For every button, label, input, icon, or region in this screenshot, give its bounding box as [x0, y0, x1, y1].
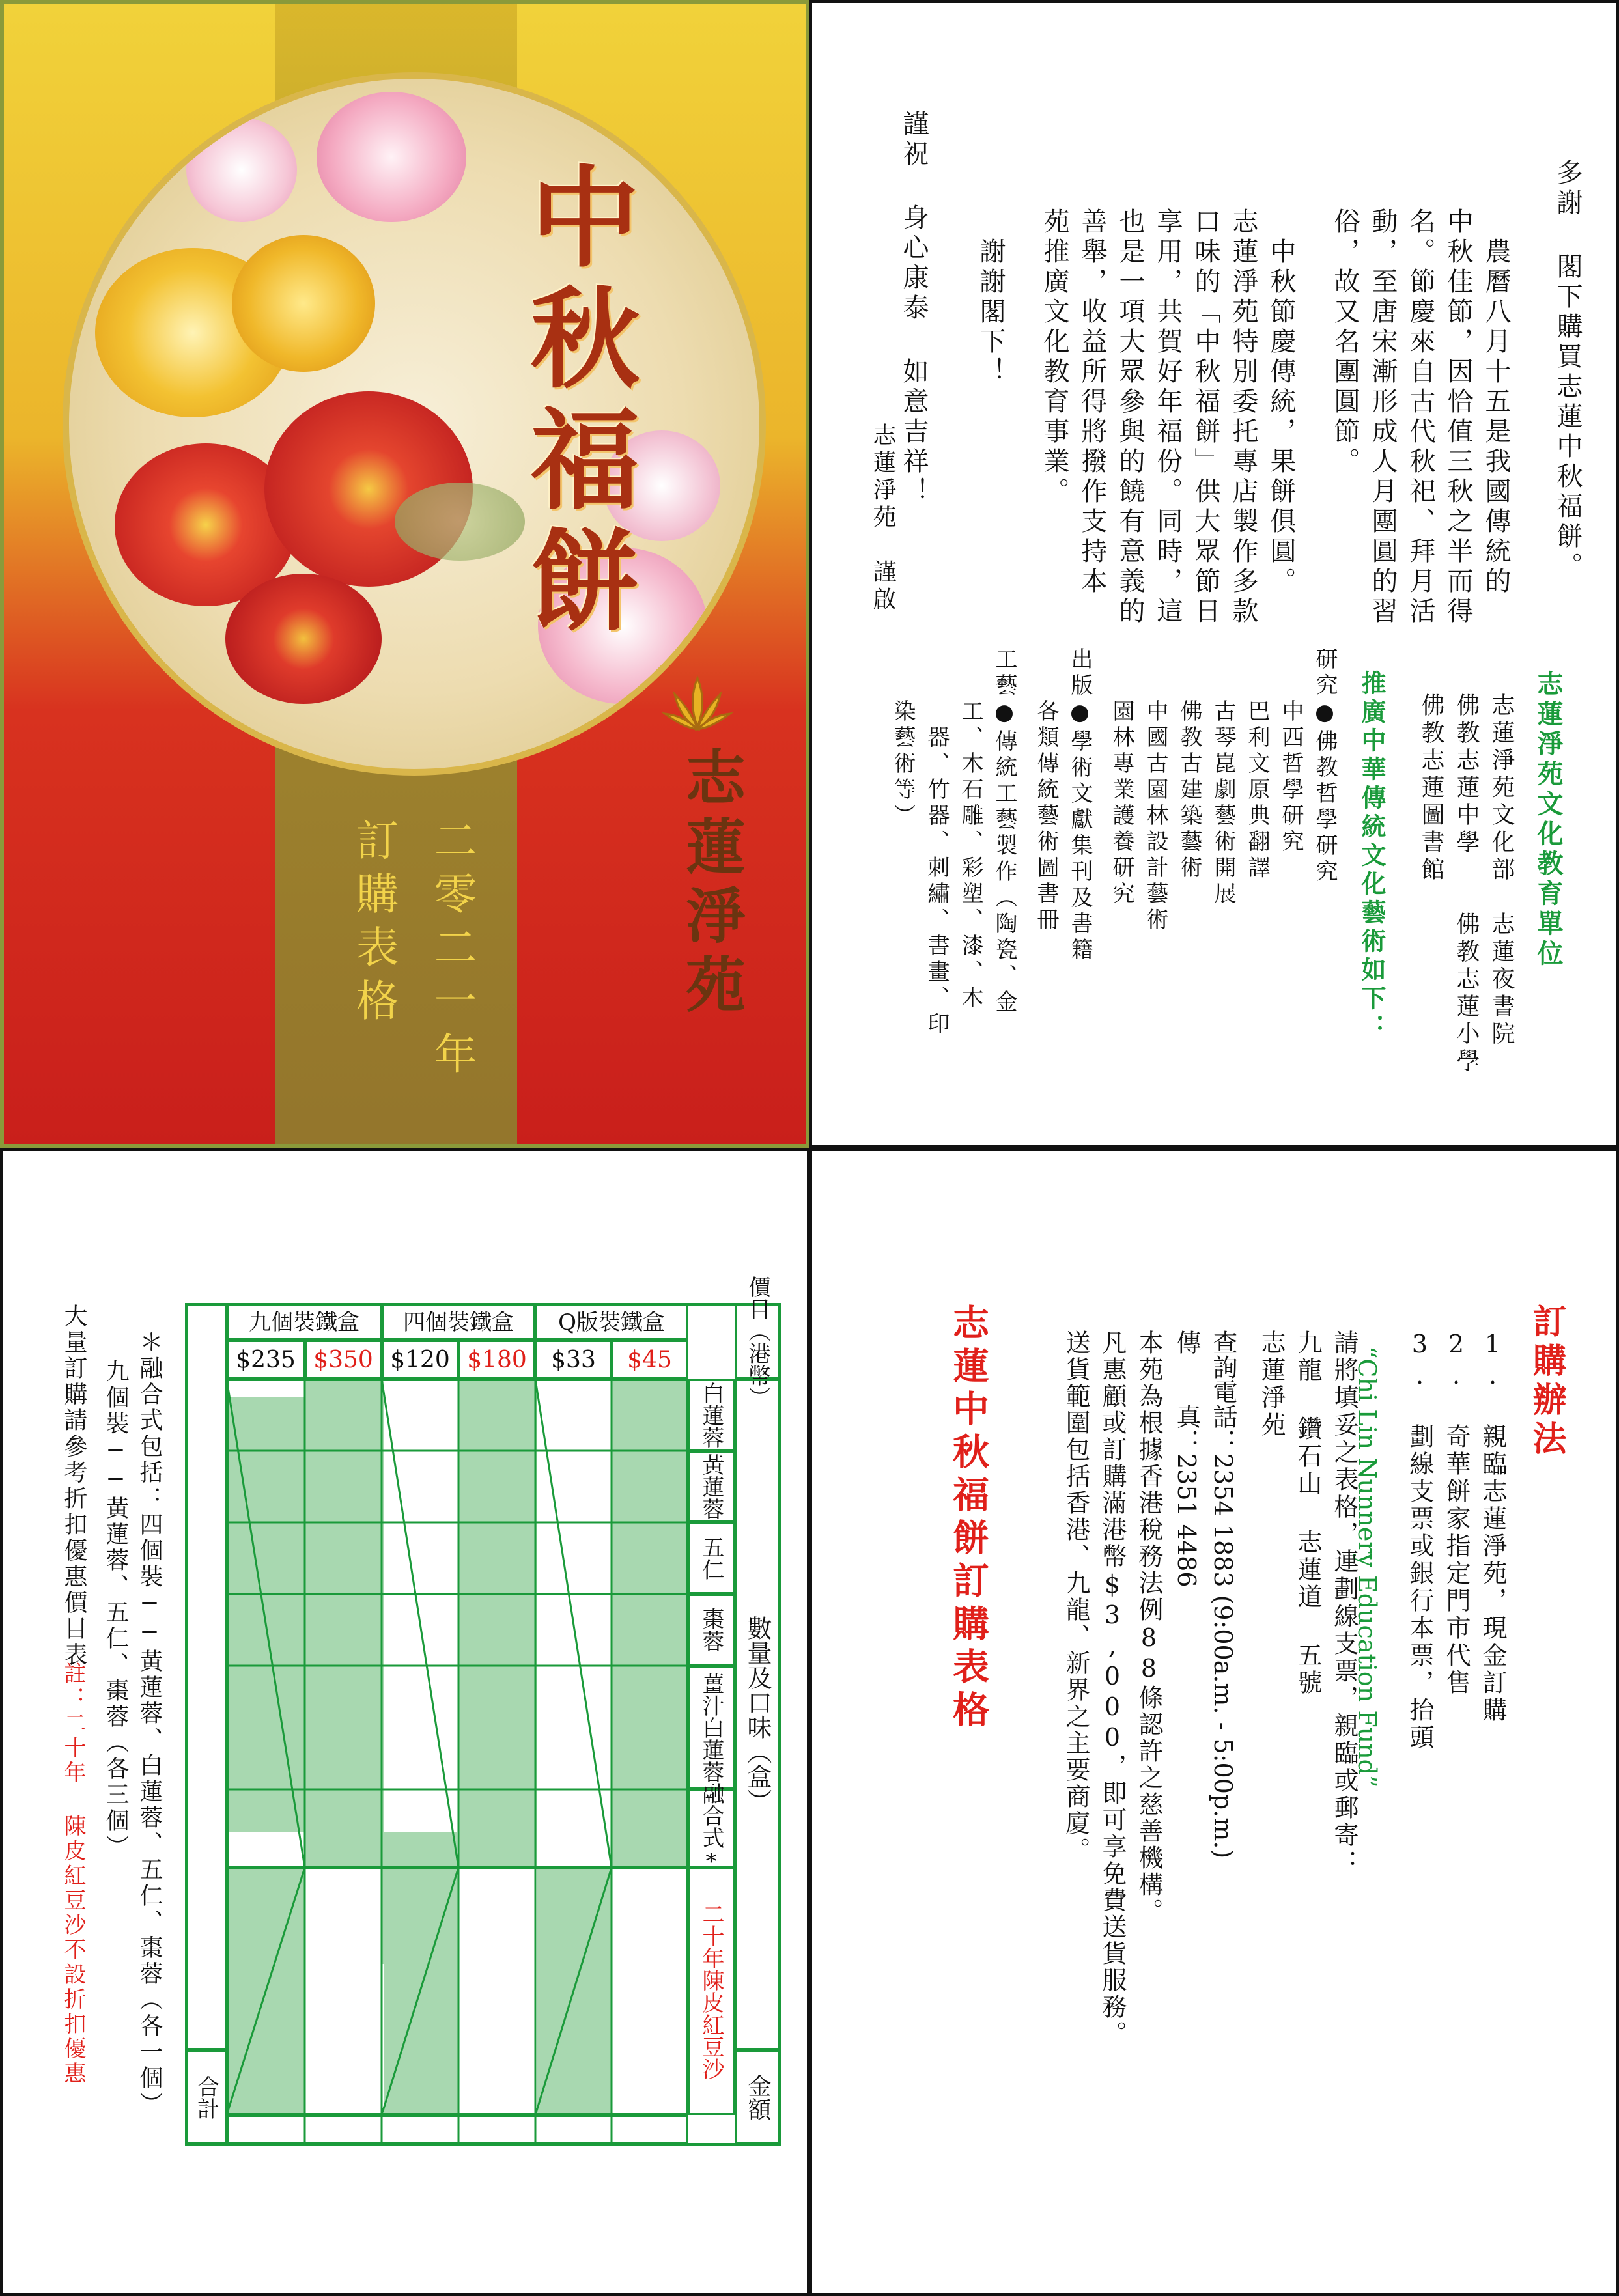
letter-p2-line: 也是一項大眾參與的饒有意義的: [1115, 208, 1145, 627]
crafts-line: 工、木石雕、彩塑、漆、木: [957, 647, 983, 1012]
order-address: 九龍 鑽石山 志蓮道 五號: [1293, 1330, 1322, 1697]
letter-panel: [810, 0, 1619, 1148]
order-grid: [186, 1275, 780, 2144]
letter-p1-line: 中秋佳節，因恰值三秋之半而得: [1443, 208, 1473, 627]
price-four-std: $120: [382, 1340, 458, 1379]
cover-year: 二零二一年: [427, 818, 477, 1085]
order-address: 志蓮淨苑: [1257, 1330, 1286, 1439]
unit-line: 志蓮淨苑文化部 志蓮夜書院: [1488, 693, 1515, 1048]
promo-heading: 推廣中華傳統文化藝術如下：: [1357, 670, 1387, 1043]
footnote-note: 註：二十年 陳皮紅豆沙不設折扣優惠: [60, 1662, 86, 2086]
cover-form-label: 訂購表格: [348, 818, 399, 1031]
flavor-label: 棗蓉: [688, 1594, 735, 1666]
crafts-line: 染藝術等）: [890, 647, 916, 830]
letter-p2-line: 享用，共賀好年福份。同時，這: [1153, 208, 1183, 627]
qty-header: 數量及口味（盒）: [735, 1379, 780, 2050]
letter-p1-line: 名。節慶來自古代秋祀、拜月活: [1405, 208, 1435, 627]
research-line: 中國古園林設計藝術: [1142, 647, 1168, 934]
box-header-four: 四個裝鐵盒: [382, 1304, 535, 1340]
box-header-nine: 九個裝鐵盒: [227, 1304, 382, 1340]
order-method: 3. 劃線支票或銀行本票，抬頭: [1405, 1330, 1434, 1752]
price-nine-special: $350: [305, 1340, 382, 1379]
flavor-label: 融合式*: [688, 1789, 735, 1868]
flower-yellow: [232, 235, 375, 372]
box-header-q: Q版裝鐵盒: [535, 1304, 688, 1340]
order-table-panel: [0, 1148, 810, 2296]
price-q-std: $33: [535, 1340, 612, 1379]
delivery-info: 送貨範圍包括香港、九龍、新界之主要商廈。: [1062, 1330, 1090, 1864]
cover-title: 中秋福餅: [513, 160, 641, 645]
qty-grid-lines: [227, 1379, 688, 2144]
letter-p2-line: 口味的「中秋福餅」供大眾節日: [1190, 208, 1220, 627]
cover-panel: [0, 0, 810, 1148]
research-line: 園林專業護養研究: [1108, 647, 1134, 908]
research-line: 研究●佛教哲學研究: [1312, 647, 1338, 886]
unit-line: 佛教志蓮圖書館: [1418, 693, 1444, 884]
flower-pink: [186, 118, 297, 222]
total-label: 合計: [186, 2050, 227, 2144]
crafts-line: 器、竹器、刺繡、書畫、印: [923, 647, 950, 1038]
letter-p1-line: 俗，故又名團圓節。: [1330, 208, 1360, 477]
order-heading: 訂購辦法: [1527, 1304, 1566, 1460]
flavor-label: 薑汁白蓮蓉: [688, 1666, 735, 1789]
research-line: 佛教古建築藝術: [1176, 647, 1202, 882]
crafts-line: 工藝●傳統工藝製作（陶瓷、金: [991, 647, 1017, 1016]
delivery-info: 凡惠顧或訂購滿港幣$3,000，即可享免費送貨服務。: [1098, 1330, 1127, 2047]
price-header: 價目（港幣）: [735, 1304, 780, 1379]
letter-p2-line: 苑推廣文化教育事業。: [1039, 208, 1069, 507]
order-method: 2. 奇華餅家指定門市代售: [1442, 1330, 1471, 1697]
order-method-panel: [810, 1148, 1619, 2296]
price-four-special: $180: [458, 1340, 535, 1379]
letter-wish: 謹祝 身心康泰 如意吉祥！: [899, 110, 929, 507]
unit-line: 佛教志蓮中學 佛教志蓮小學: [1453, 693, 1480, 1076]
flower-red: [225, 574, 382, 704]
research-line: 古琴崑劇藝術開展: [1210, 647, 1236, 908]
price-q-special: $45: [612, 1340, 688, 1379]
letter-p2-line: 善舉，收益所得將撥作支持本: [1077, 208, 1107, 597]
fund-name: “Chi Lin Nunnery Education Fund”: [1353, 1346, 1381, 1788]
publishing-line: 各類傳統藝術圖書冊: [1033, 647, 1059, 934]
publishing-line: 出版●學術文獻集刊及書籍: [1067, 647, 1093, 964]
price-nine-std: $235: [227, 1340, 305, 1379]
flavor-label: 白蓮蓉: [688, 1379, 735, 1451]
order-tel: 查詢電話：2354 1883 (9:00a.m. - 5:00p.m.): [1209, 1330, 1237, 1859]
research-line: 中西哲學研究: [1278, 647, 1304, 856]
units-heading: 志蓮淨苑文化教育單位: [1533, 670, 1564, 970]
total-column: [186, 1304, 227, 2050]
charity-statement: 本苑為根據香港稅務法例88條認許之慈善機構。: [1134, 1330, 1163, 1925]
lotus-icon: [662, 675, 733, 733]
floral-medallion: [63, 72, 766, 776]
order-fax: 傳 真：2351 4486: [1172, 1330, 1201, 1588]
amount-header: 金額: [735, 2050, 780, 2144]
footnote: ＊融合式包括：四個裝──黃蓮蓉、白蓮蓉、五仁、棗蓉（各一個）: [136, 1330, 163, 2118]
flavor-label: 黃蓮蓉: [688, 1451, 735, 1522]
letter-thanks: 謝謝閣下！: [976, 208, 1006, 387]
order-method: 1. 親臨志蓮淨苑，現金訂購: [1478, 1330, 1507, 1724]
letter-p1-line: 動，至唐宋漸形成人月團圓的習: [1368, 208, 1398, 627]
form-title: 志蓮中秋福餅訂購表格: [947, 1304, 990, 1733]
flower-pink: [317, 92, 466, 222]
footnote: 大量訂購請參考折扣優惠價目表: [61, 1304, 87, 1668]
amount-row[interactable]: [227, 2115, 688, 2144]
research-line: 巴利文原典翻譯: [1244, 647, 1270, 882]
letter-p2-line: 志蓮淨苑特別委托專店製作多款: [1228, 208, 1258, 627]
letter-signature: 志蓮淨苑 謹啟: [869, 423, 896, 614]
letter-p1-line: 農曆八月十五是我國傳統的: [1481, 208, 1511, 597]
letter-p2-line: 中秋節慶傳統，果餅俱圓。: [1266, 208, 1296, 597]
flavor-label: 五仁: [688, 1522, 735, 1594]
flavor-label-special: 二十年陳皮紅豆沙: [688, 1868, 735, 2115]
footnote: 九個裝──黃蓮蓉、五仁、棗蓉（各三個）: [102, 1359, 129, 1860]
order-instruction: 請將填妥之表格，連劃線支票，親臨或郵寄：: [1330, 1330, 1359, 1877]
brand-name: 志蓮淨苑: [676, 746, 746, 1022]
letter-greeting: 多謝 閣下購買志蓮中秋福餅。: [1553, 159, 1583, 582]
